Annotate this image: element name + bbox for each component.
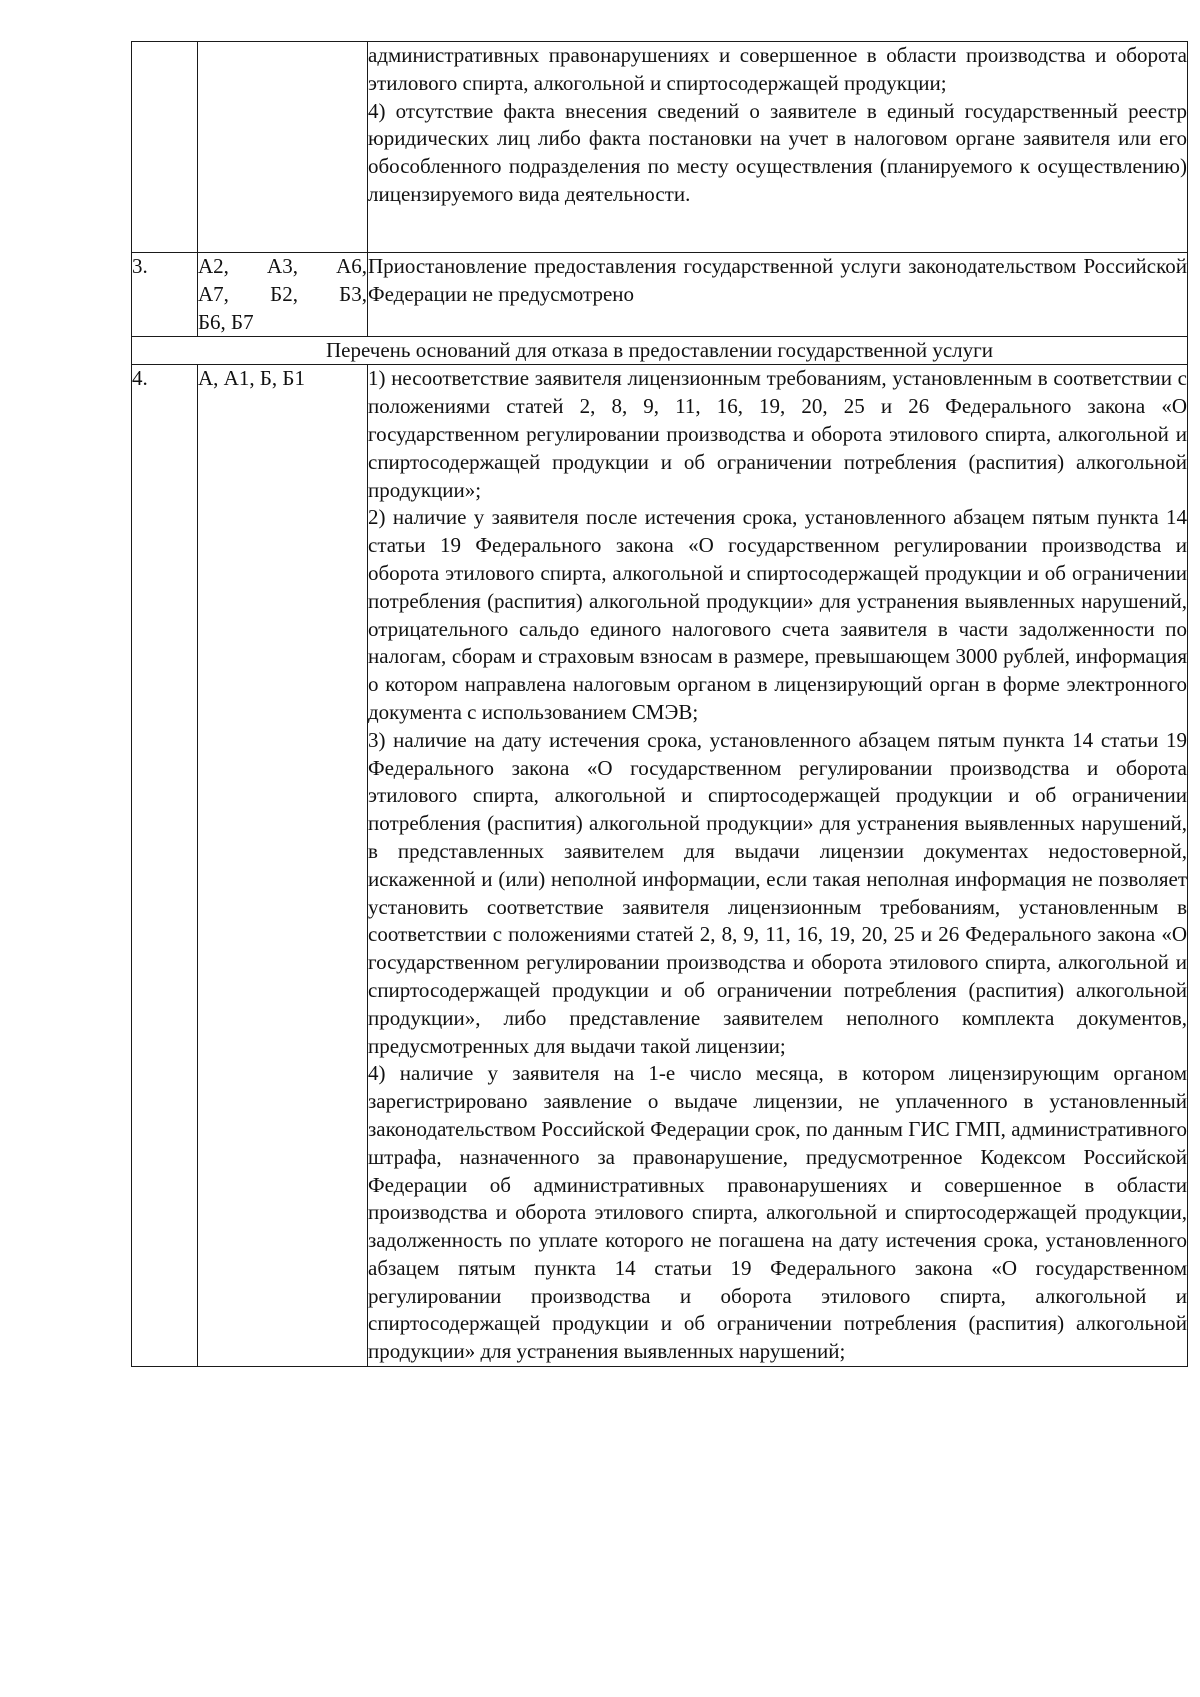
services-table xyxy=(131,41,1188,1367)
description-cell xyxy=(368,42,1188,253)
row-number: 4. xyxy=(132,366,148,391)
paragraph: административных правонарушениях и совершенное в области производства и оборота этилового спирта, алкогольной и спиртосодержащей продукции; xyxy=(368,43,1187,95)
paragraph: 3) наличие на дату истечения срока, установленного абзацем пятым пункта 14 статьи 19 Федерального закона «О государственном регулировании производства и оборота этилового спирта, алкогольной и спиртосодержащей продукции и об ограничении потребления (распития) алкогольной продукции» для устранения выявленных нарушений, в представленных заявителем для выдачи лицензии документах недостоверной, искаженной и (или) неполной информации, если такая неполная информация не позволяет установить соответствие заявителя лицензионным требованиям, установленным в соответствии с положениями статей 2, 8, 9, 11, 16, 19, 20, 25 и 26 Федерального закона «О государственном регулировании производства и оборота этилового спирта, алкогольной и спиртосодержащей продукции и об ограничении потребления (распития) алкогольной продукции», либо представление заявителем неполного комплекта документов, предусмотренных для выдачи такой лицензии; xyxy=(368,727,1187,1058)
description-cell xyxy=(368,365,1188,1367)
section-header-row xyxy=(132,337,1188,365)
codes-line: А2, А3, А6, xyxy=(198,254,367,278)
row-number: 3. xyxy=(132,254,148,278)
row-number-cell xyxy=(132,253,198,337)
row-number-cell xyxy=(132,42,198,253)
codes-line: А7, Б2, Б3, xyxy=(198,281,367,306)
paragraph: 4) наличие у заявителя на 1-е число месяца, в котором лицензирующим органом зарегистрировано заявление о выдаче лицензии, не уплаченного в установленный законодательством Российской Федерации срок, по данным ГИС ГМП, административного штрафа, назначенного за правонарушение, предусмотренное Кодексом Российской Федерации об административных правонарушениях и совершенное в области производства и оборота этилового спирта, алкогольной и спиртосодержащей продукции, задолженность по уплате которого не погашена на дату истечения срока, установленного абзацем пятым пункта 14 статьи 19 Федерального закона «О государственном регулировании производства и оборота этилового спирта, алкогольной и спиртосодержащей продукции и об ограничении потребления (распития) алкогольной продукции» для устранения выявленных нарушений; xyxy=(368,1061,1187,1364)
codes-text: А, А1, Б, Б1 xyxy=(198,366,305,391)
table-row-4 xyxy=(132,365,1188,1367)
row-number-cell xyxy=(132,365,198,1367)
codes-line: Б6, Б7 xyxy=(198,309,254,334)
paragraph: 1) несоответствие заявителя лицензионным требованиям, установленным в соответствии с положениями статей 2, 8, 9, 11, 16, 19, 20, 25 и 26 Федерального закона «О государственном регулировании производства и оборота этилового спирта, алкогольной и спиртосодержащей продукции и об ограничении потребления (распития) алкогольной продукции»; xyxy=(368,366,1187,502)
paragraph: Приостановление предоставления государственной услуги законодательством Российской Федерации не предусмотрено xyxy=(368,254,1187,306)
codes-cell xyxy=(198,42,368,253)
codes-cell xyxy=(198,365,368,1367)
paragraph: 4) отсутствие факта внесения сведений о заявителе в единый государственный реестр юридических лиц либо факта постановки на учет в налоговом органе заявителя или его обособленного подразделения по месту осуществления (планируемого к осуществлению) лицензируемого вида деятельности. xyxy=(368,98,1187,206)
description-cell xyxy=(368,253,1188,337)
table-row-continuation xyxy=(132,42,1188,253)
section-header: Перечень оснований для отказа в предоставлении государственной услуги xyxy=(132,337,1188,365)
paragraph: 2) наличие у заявителя после истечения срока, установленного абзацем пятым пункта 14 статьи 19 Федерального закона «О государственном регулировании производства и оборота этилового спирта, алкогольной и спиртосодержащей продукции и об ограничении потребления (распития) алкогольной продукции» для устранения выявленных нарушений, отрицательного сальдо единого налогового счета заявителя в части задолженности по налогам, сборам и страховым взносам в размере, превышающем 3000 рублей, информация о котором направлена налоговым органом в лицензирующий орган в форме электронного документа с использованием СМЭВ; xyxy=(368,505,1187,724)
codes-cell xyxy=(198,253,368,337)
table-row-3 xyxy=(132,253,1188,337)
